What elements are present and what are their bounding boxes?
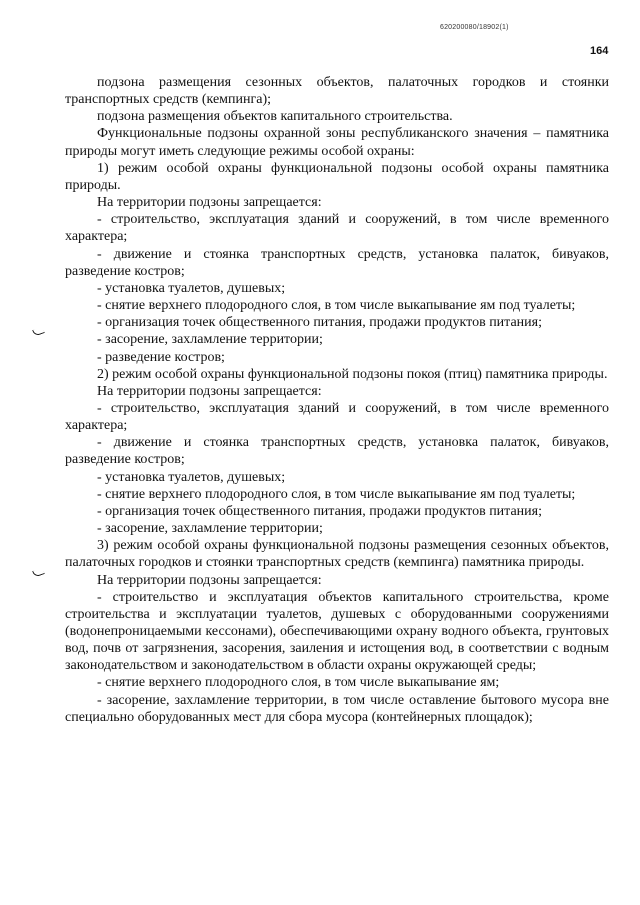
paragraph: На территории подзоны запрещается: (97, 195, 322, 211)
paragraph: - строительство, эксплуатация зданий и сооружений, в том числе временного характера; (65, 400, 609, 434)
paragraph: - снятие верхнего плодородного слоя, в том числе выкапывание ям под туалеты; (97, 298, 576, 314)
page-number: 164 (590, 45, 609, 57)
margin-checkmark (32, 567, 45, 577)
document-code: 620200080/18902(1) (440, 24, 509, 31)
paragraph: - снятие верхнего плодородного слоя, в том числе выкапывание ям; (97, 675, 500, 691)
margin-checkmark (32, 326, 45, 336)
paragraph: - засорение, захламление территории; (97, 332, 323, 348)
paragraph: 2) режим особой охраны функциональной подзоны покоя (птиц) памятника природы. (97, 366, 608, 382)
paragraph: подзона размещения объектов капитального строительства. (97, 109, 453, 125)
paragraph: - установка туалетов, душевых; (97, 469, 286, 485)
paragraph: На территории подзоны запрещается: (97, 572, 322, 588)
paragraph: - строительство, эксплуатация зданий и сооружений, в том числе временного характера; (65, 212, 609, 245)
paragraph: - засорение, захламление территории; (97, 521, 323, 537)
paragraph: - установка туалетов, душевых; (97, 280, 286, 296)
paragraph: - движение и стоянка транспортных средств, установка палаток, бивуаков, разведение костров; (65, 246, 609, 279)
paragraph: Функциональные подзоны охранной зоны республиканского значения – памятника природы могут иметь следующие режимы особой охраны: (65, 126, 609, 159)
paragraph: - снятие верхнего плодородного слоя, в том числе выкапывание ям под туалеты; (97, 486, 576, 502)
paragraph: - разведение костров; (97, 349, 225, 365)
paragraph: - организация точек общественного питания, продажи продуктов питания; (97, 315, 542, 331)
paragraph: - строительство и эксплуатация объектов капитального строительства, кроме строительства и эксплуатации туалетов, душевых с оборудованными сооружениями (водонепроницаемыми кессонами), обеспечивающими охрану водного объекта, грунтовых вод, почв от загрязнения, засорения, заиления и истощения вод, в соответствии с водным законодательством и законодательством в области охраны окружающей среды; (65, 589, 609, 674)
paragraph: - засорение, захламление территории, в том числе оставление бытового мусора вне специально оборудованных мест для сбора мусора (контейнерных площадок); (65, 692, 609, 725)
document-body (65, 74, 609, 726)
paragraph: - движение и стоянка транспортных средств, установка палаток, бивуаков, разведение костров; (65, 435, 609, 468)
paragraph: - организация точек общественного питания, продажи продуктов питания; (97, 503, 542, 519)
paragraph: 1) режим особой охраны функциональной подзоны особой охраны памятника природы. (65, 160, 609, 193)
paragraph: На территории подзоны запрещается: (97, 383, 322, 399)
paragraph: подзона размещения сезонных объектов, палаточных городков и стоянки транспортных средств (кемпинга); (65, 75, 609, 108)
paragraph: 3) режим особой охраны функциональной подзоны размещения сезонных объектов, палаточных городков и стоянки транспортных средств (кемпинга) памятника природы. (65, 538, 609, 571)
